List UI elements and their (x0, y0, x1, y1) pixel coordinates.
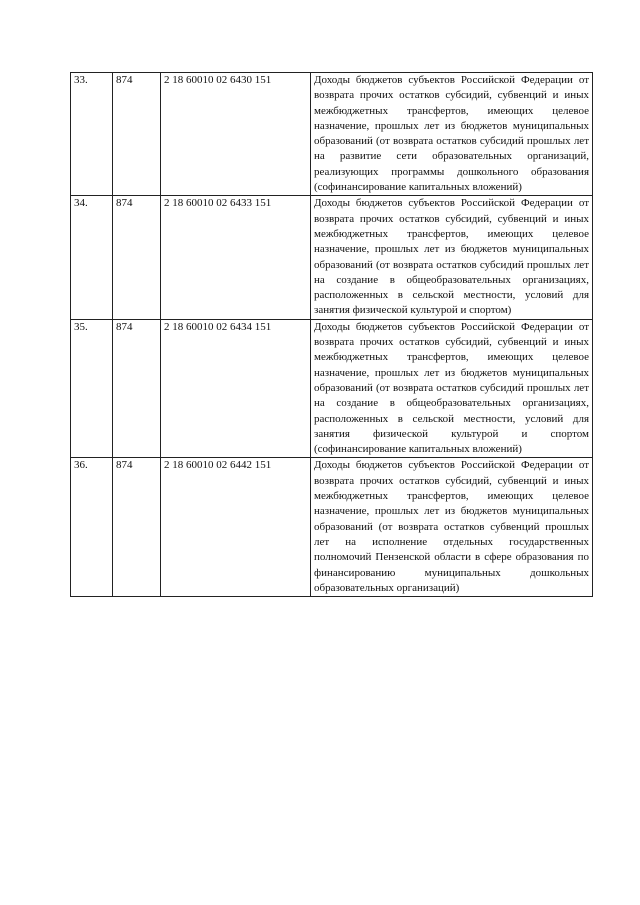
budget-classification-code: 2 18 60010 02 6442 151 (161, 458, 311, 597)
revenue-description: Доходы бюджетов субъектов Российской Федерации от возврата прочих остатков субсидий, субвенций и иных межбюджетных трансфертов, имеющих целевое назначение, прошлых лет из бюджетов муниципальных образований (от возврата остатков субсидий прошлых лет на создание в общеобразовательных организациях, расположенных в сельской местности, условий для занятия физической культурой и спортом) (311, 196, 593, 319)
administrator-code: 874 (113, 196, 161, 319)
administrator-code: 874 (113, 319, 161, 458)
row-number: 36. (71, 458, 113, 597)
row-number: 33. (71, 73, 113, 196)
table-row (71, 319, 593, 458)
administrator-code: 874 (113, 73, 161, 196)
budget-classification-code: 2 18 60010 02 6430 151 (161, 73, 311, 196)
budget-classification-code: 2 18 60010 02 6434 151 (161, 319, 311, 458)
table-row (71, 458, 593, 597)
revenue-codes-table (70, 72, 593, 597)
revenue-description: Доходы бюджетов субъектов Российской Федерации от возврата прочих остатков субсидий, субвенций и иных межбюджетных трансфертов, имеющих целевое назначение, прошлых лет из бюджетов муниципальных образований (от возврата остатков субвенций прошлых лет на исполнение отдельных государственных полномочий Пензенской области в сфере образования по финансированию муниципальных дошкольных образовательных организаций) (311, 458, 593, 597)
row-number: 35. (71, 319, 113, 458)
table-row (71, 196, 593, 319)
table-row (71, 73, 593, 196)
row-number: 34. (71, 196, 113, 319)
revenue-description: Доходы бюджетов субъектов Российской Федерации от возврата прочих остатков субсидий, субвенций и иных межбюджетных трансфертов, имеющих целевое назначение, прошлых лет из бюджетов муниципальных образований (от возврата остатков субсидий прошлых лет на развитие сети образовательных организаций, реализующих программы дошкольного образования (софинансирование капитальных вложений) (311, 73, 593, 196)
budget-classification-code: 2 18 60010 02 6433 151 (161, 196, 311, 319)
administrator-code: 874 (113, 458, 161, 597)
revenue-description: Доходы бюджетов субъектов Российской Федерации от возврата прочих остатков субсидий, субвенций и иных межбюджетных трансфертов, имеющих целевое назначение, прошлых лет из бюджетов муниципальных образований (от возврата остатков субсидий прошлых лет на создание в общеобразовательных организациях, расположенных в сельской местности, условий для занятия физической культурой и спортом (софинансирование капитальных вложений) (311, 319, 593, 458)
